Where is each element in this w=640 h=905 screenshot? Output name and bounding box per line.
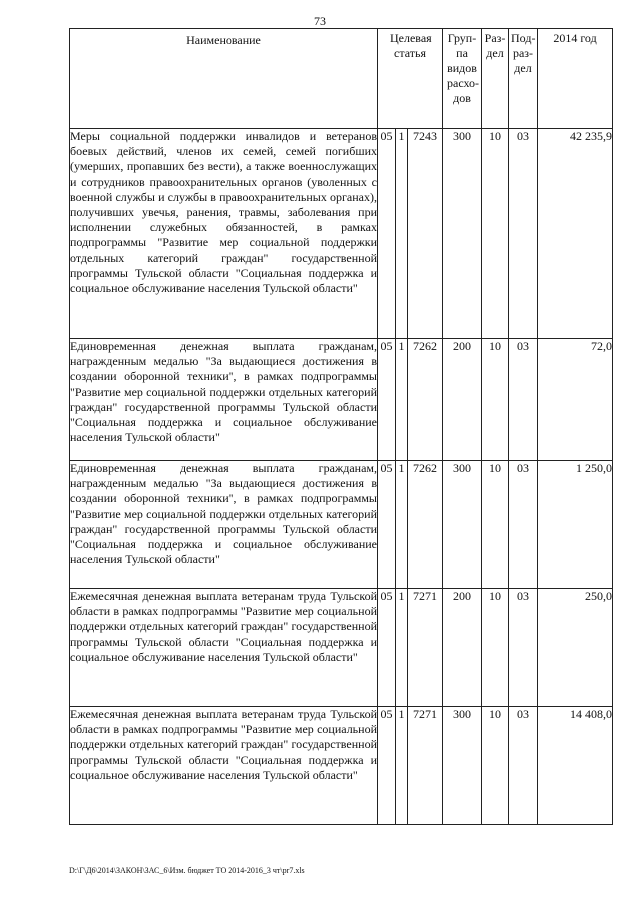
row-amount-2014: 72,0 [538, 339, 613, 461]
budget-table [69, 28, 613, 825]
row-section: 10 [482, 339, 509, 461]
row-subprogram-code: 1 [396, 129, 408, 339]
row-article-code: 7271 [408, 707, 443, 825]
table-header-row [70, 29, 613, 129]
row-name: Ежемесячная денежная выплата ветеранам труда Тульской области в рамках подпрограммы "Развитие мер социальной поддержки отдельных категорий граждан" государственной программы Тульской области "Социальная поддержка и социальное обслуживание населения Тульской области" [70, 707, 378, 825]
header-year: 2014 год [538, 29, 613, 129]
row-article-code: 7271 [408, 589, 443, 707]
header-subsection: Под-раз-дел [509, 29, 538, 129]
row-amount-2014: 250,0 [538, 589, 613, 707]
row-subsection: 03 [509, 589, 538, 707]
page-number: 73 [314, 14, 326, 28]
table-row [70, 589, 613, 707]
row-section: 10 [482, 129, 509, 339]
row-section: 10 [482, 589, 509, 707]
header-section: Раз-дел [482, 29, 509, 129]
table-row [70, 707, 613, 825]
row-amount-2014: 1 250,0 [538, 461, 613, 589]
row-section: 10 [482, 707, 509, 825]
row-amount-2014: 42 235,9 [538, 129, 613, 339]
file-path-footer: D:\Г\Д6\2014\ЗАКОН\ЗАС_6\Изм. бюджет ТО 2014-2016_3 чт\pr7.xls [69, 866, 305, 875]
row-name: Ежемесячная денежная выплата ветеранам труда Тульской области в рамках подпрограммы "Развитие мер социальной поддержки отдельных категорий граждан" государственной программы Тульской области "Социальная поддержка и социальное обслуживание населения Тульской области" [70, 589, 378, 707]
row-subprogram-code: 1 [396, 461, 408, 589]
row-subsection: 03 [509, 129, 538, 339]
table-row [70, 339, 613, 461]
row-expense-group: 300 [443, 129, 482, 339]
row-name: Единовременная денежная выплата гражданам, награжденным медалью "За выдающиеся достижения в создании оборонной техники", в рамках подпрограммы "Развитие мер социальной поддержки отдельных категорий граждан" государственной программы Тульской области "Социальная поддержка и социальное обслуживание населения Тульской области" [70, 339, 378, 461]
row-subsection: 03 [509, 461, 538, 589]
row-expense-group: 300 [443, 461, 482, 589]
row-expense-group: 200 [443, 589, 482, 707]
row-article-code: 7262 [408, 461, 443, 589]
row-program-code: 05 [378, 707, 396, 825]
row-subprogram-code: 1 [396, 589, 408, 707]
header-expense-group: Груп-па видов расхо-дов [443, 29, 482, 129]
row-expense-group: 300 [443, 707, 482, 825]
row-subsection: 03 [509, 339, 538, 461]
table-row [70, 461, 613, 589]
row-program-code: 05 [378, 589, 396, 707]
row-subsection: 03 [509, 707, 538, 825]
table-row [70, 129, 613, 339]
row-section: 10 [482, 461, 509, 589]
row-subprogram-code: 1 [396, 339, 408, 461]
row-program-code: 05 [378, 339, 396, 461]
header-name: Наименование [70, 29, 378, 129]
row-article-code: 7262 [408, 339, 443, 461]
row-program-code: 05 [378, 461, 396, 589]
row-article-code: 7243 [408, 129, 443, 339]
row-amount-2014: 14 408,0 [538, 707, 613, 825]
row-expense-group: 200 [443, 339, 482, 461]
row-subprogram-code: 1 [396, 707, 408, 825]
header-target-article: Целевая статья [378, 29, 443, 129]
row-program-code: 05 [378, 129, 396, 339]
row-name: Меры социальной поддержки инвалидов и ветеранов боевых действий, членов их семей, семей погибших (умерших, пропавших без вести), а также военнослужащих и сотрудников правоохранительных органов (уволенных с военной службы и службы в правоохранительных органах), получивших увечья, ранения, травмы, заболевания при исполнении служебных обязанностей, в рамках подпрограммы "Развитие мер социальной поддержки отдельных категорий граждан" государственной программы Тульской области "Социальная поддержка и социальное обслуживание населения Тульской области" [70, 129, 378, 339]
row-name: Единовременная денежная выплата гражданам, награжденным медалью "За выдающиеся достижения в создании оборонной техники", в рамках подпрограммы "Развитие мер социальной поддержки отдельных категорий граждан" государственной программы Тульской области "Социальная поддержка и социальное обслуживание населения Тульской области" [70, 461, 378, 589]
